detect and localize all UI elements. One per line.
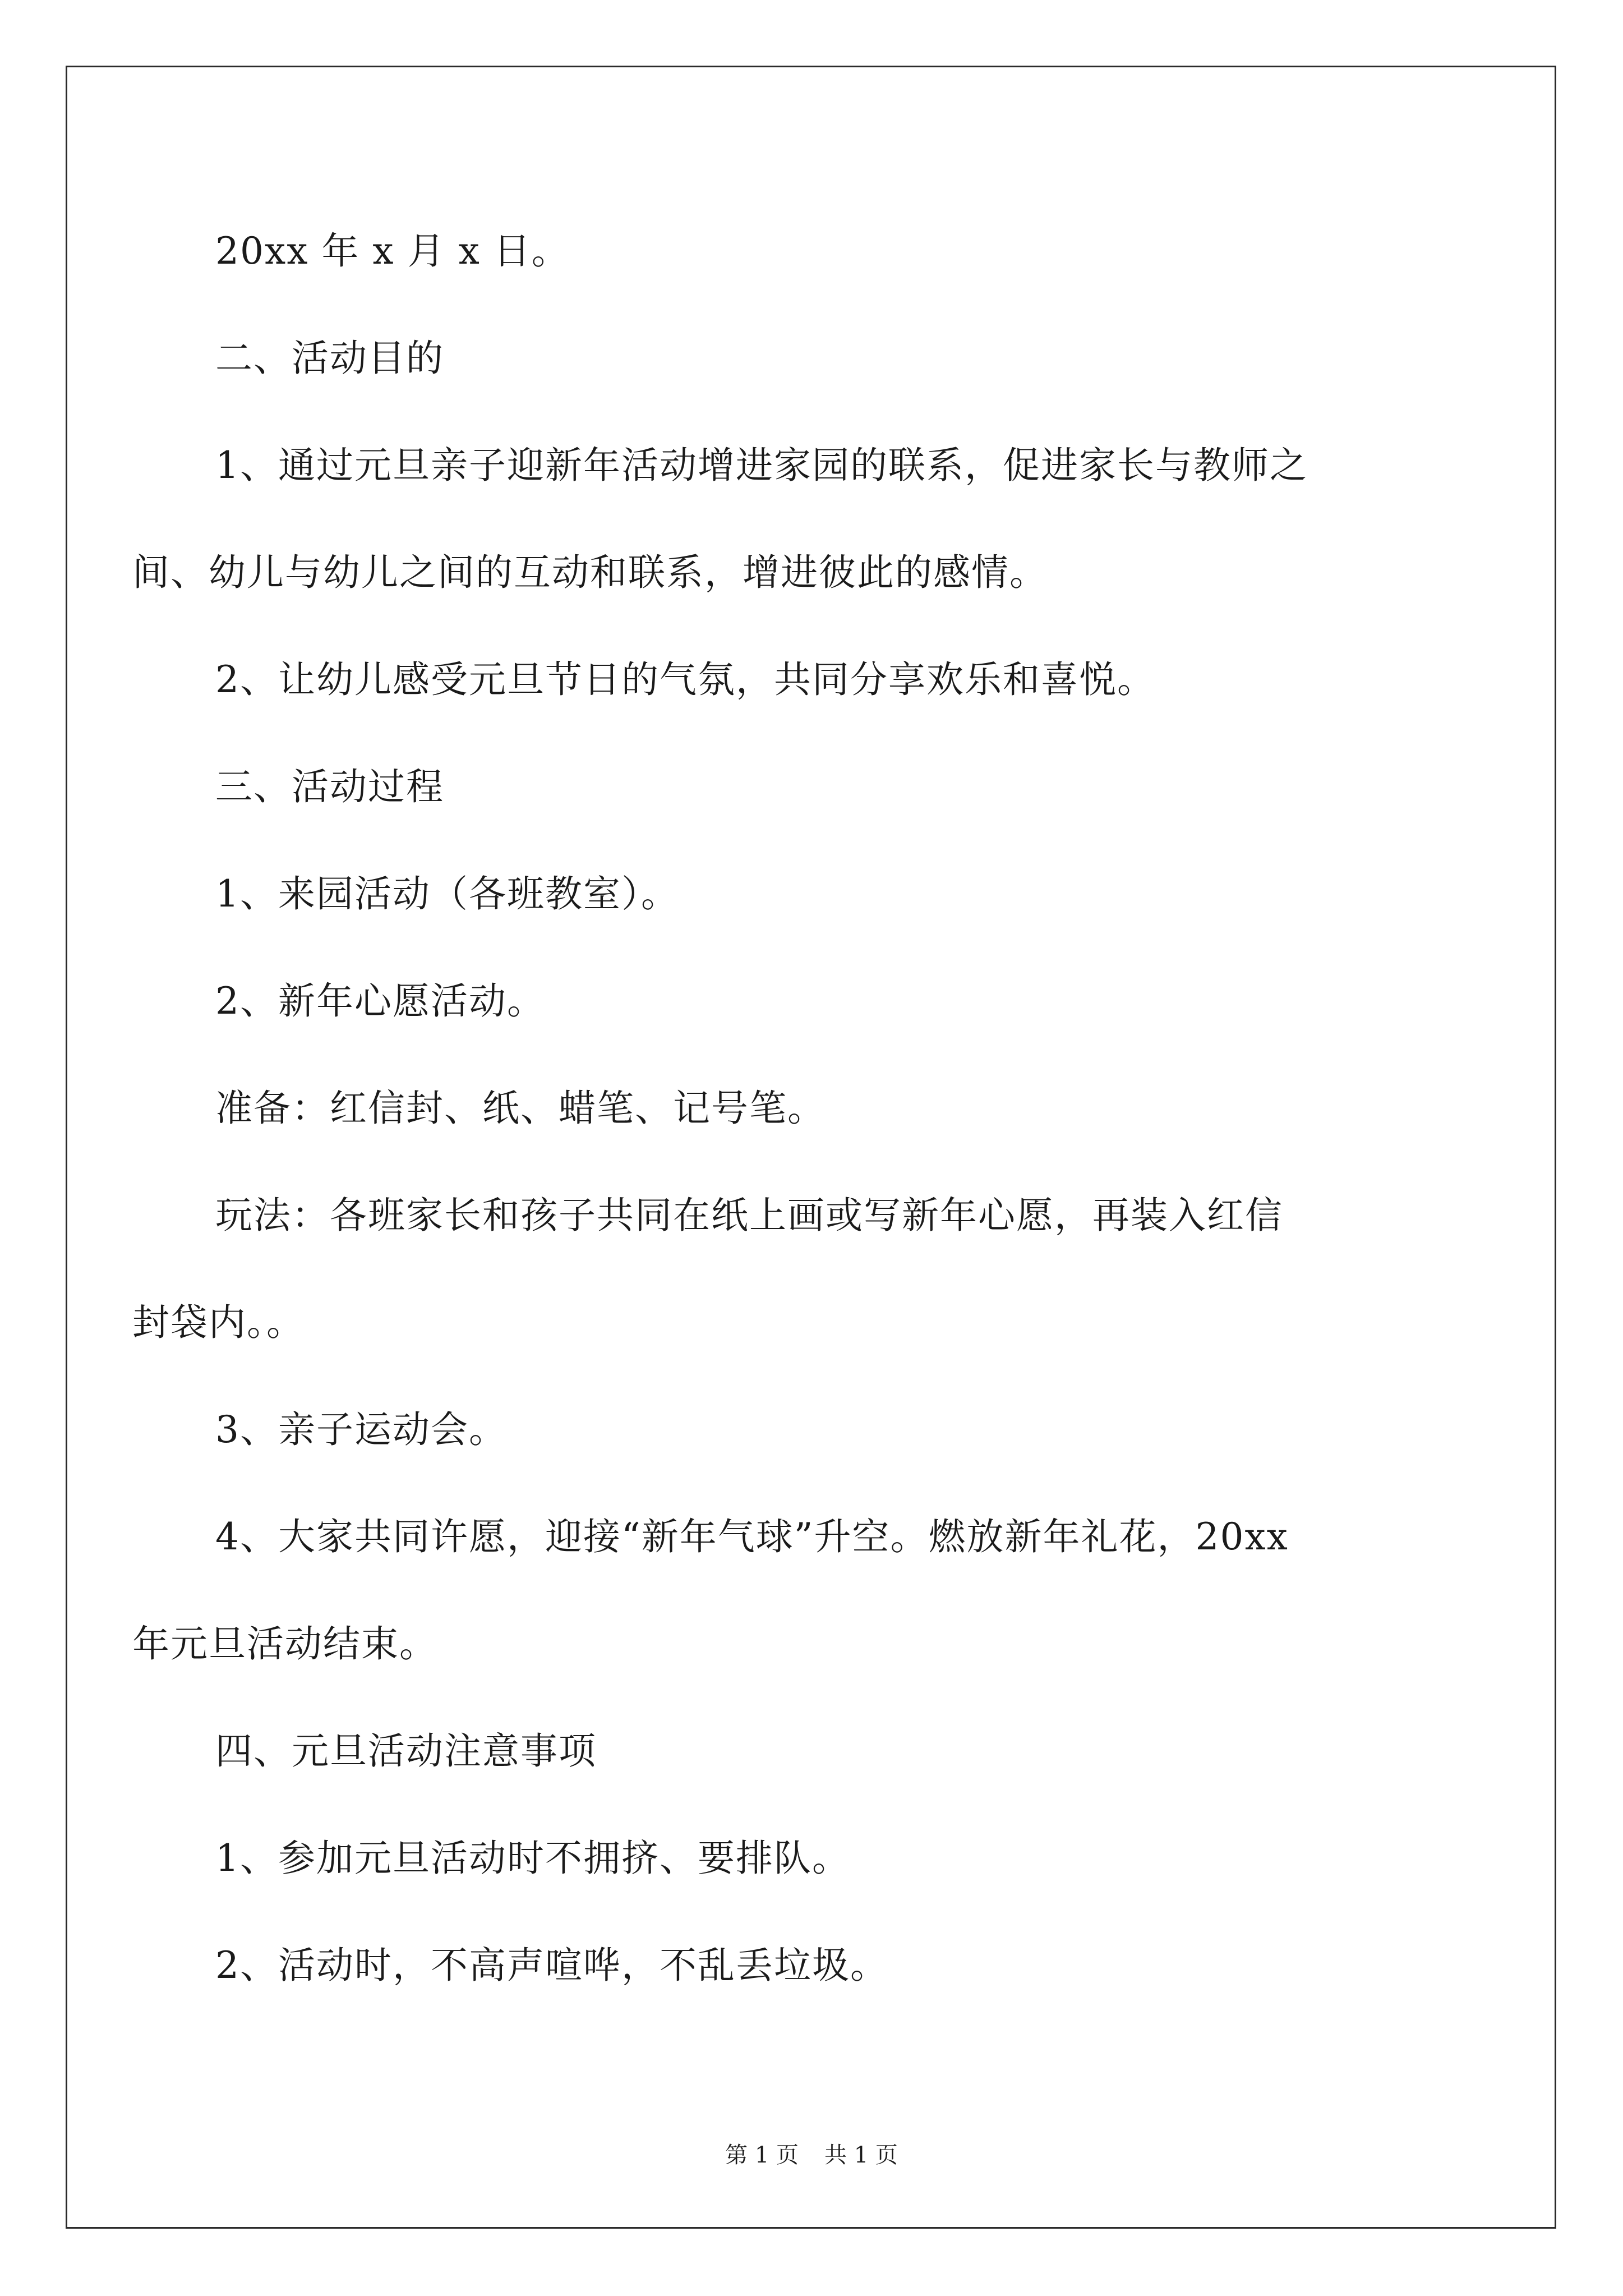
paragraph-process-3: 3、亲子运动会。 [215,1408,507,1451]
paragraph-purpose-1-continued: 间、幼儿与幼儿之间的互动和联系，增进彼此的感情。 [132,551,1048,594]
paragraph-process-1: 1、来园活动（各班教室）。 [215,872,679,915]
section-heading-notes: 四、元旦活动注意事项 [215,1729,597,1773]
paragraph-purpose-1: 1、通过元旦亲子迎新年活动增进家园的联系，促进家长与教师之 [215,444,1308,487]
paragraph-process-4: 4、大家共同许愿，迎接“新年气球”升空。燃放新年礼花，20xx [215,1515,1289,1558]
date-line: 20xx 年 x 月 x 日。 [215,229,570,273]
paragraph-notes-2: 2、活动时，不高声喧哗，不乱丢垃圾。 [215,1944,888,1987]
paragraph-process-4-continued: 年元旦活动结束。 [132,1622,437,1665]
paragraph-rules: 玩法：各班家长和孩子共同在纸上画或写新年心愿，再装入红信 [215,1194,1283,1237]
paragraph-process-2: 2、新年心愿活动。 [215,979,545,1023]
paragraph-preparation: 准备：红信封、纸、蜡笔、记号笔。 [215,1087,826,1130]
page-footer [0,2137,1623,2169]
page-total: 共 1 页 [824,2142,898,2168]
section-heading-process: 三、活动过程 [215,765,444,808]
page-number: 第 1 页 [725,2142,799,2168]
paragraph-rules-continued: 封袋内。。 [132,1301,305,1344]
paragraph-purpose-2: 2、让幼儿感受元旦节日的气氛，共同分享欢乐和喜悦。 [215,658,1155,701]
paragraph-notes-1: 1、参加元旦活动时不拥挤、要排队。 [215,1837,850,1880]
section-heading-purpose: 二、活动目的 [215,337,444,380]
